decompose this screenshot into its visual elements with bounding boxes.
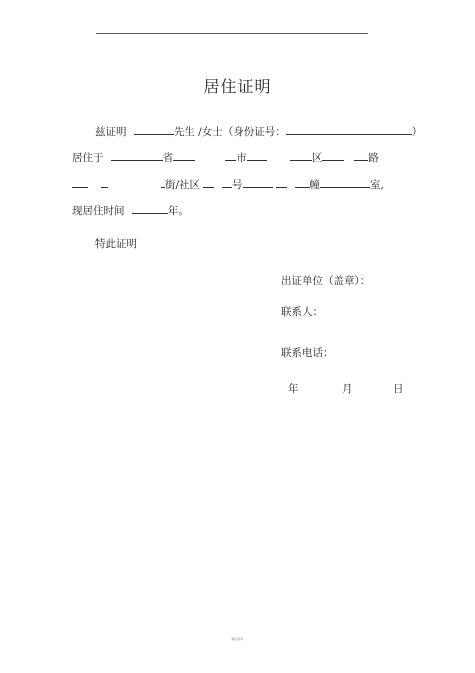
certify-line	[95, 124, 422, 139]
id-number-blank	[286, 124, 412, 135]
date-month-label: 月	[342, 383, 353, 395]
number-label: 号	[232, 179, 243, 191]
road-label: 路	[368, 152, 379, 164]
document-title: 居住证明	[203, 77, 272, 96]
name-blank	[134, 124, 174, 135]
number-tail-blank	[243, 177, 273, 188]
building-number-blank	[295, 177, 310, 188]
city-label: 市	[236, 152, 247, 164]
community-blank	[203, 177, 214, 188]
lane-blank	[101, 177, 108, 188]
certify-prefix: 兹证明	[95, 126, 127, 138]
contact-label: 联系人：	[281, 306, 323, 318]
province-tail-blank	[173, 150, 195, 161]
address-detail-line	[72, 177, 384, 192]
province-label: 省	[162, 152, 174, 164]
address-line	[72, 150, 379, 165]
duration-prefix: 现居住时间	[72, 205, 125, 217]
closing-text: 特此证明	[95, 238, 137, 250]
road-continued-blank	[72, 177, 88, 188]
gender-label: 先生 /女士	[173, 126, 223, 138]
street-label: 街/社区	[165, 179, 201, 191]
district-tail-blank	[322, 150, 344, 161]
issuer-label: 出证单位（盖章）：	[281, 275, 371, 287]
duration-blank	[132, 203, 168, 214]
room-label: 室,	[370, 179, 384, 191]
duration-unit: 年。	[167, 205, 189, 217]
building-blank	[276, 177, 287, 188]
residence-prefix: 居住于	[72, 152, 104, 164]
date-day-label: 日	[393, 383, 404, 395]
duration-line	[72, 203, 189, 218]
id-label: （身份证号：	[222, 126, 286, 138]
date-year-label: 年	[288, 383, 299, 395]
district-blank	[290, 150, 312, 161]
province-blank	[111, 150, 163, 161]
number-blank	[222, 177, 232, 188]
city-blank	[225, 150, 236, 161]
city-tail-blank	[247, 150, 267, 161]
road-blank	[354, 150, 368, 161]
id-close: ）	[411, 126, 423, 138]
building-label: 幢	[309, 179, 321, 191]
room-blank	[320, 177, 370, 188]
district-label: 区	[311, 152, 323, 164]
top-rule	[96, 33, 368, 34]
footer-note: 精品资料	[231, 637, 244, 641]
phone-label: 联系电话：	[281, 347, 334, 359]
